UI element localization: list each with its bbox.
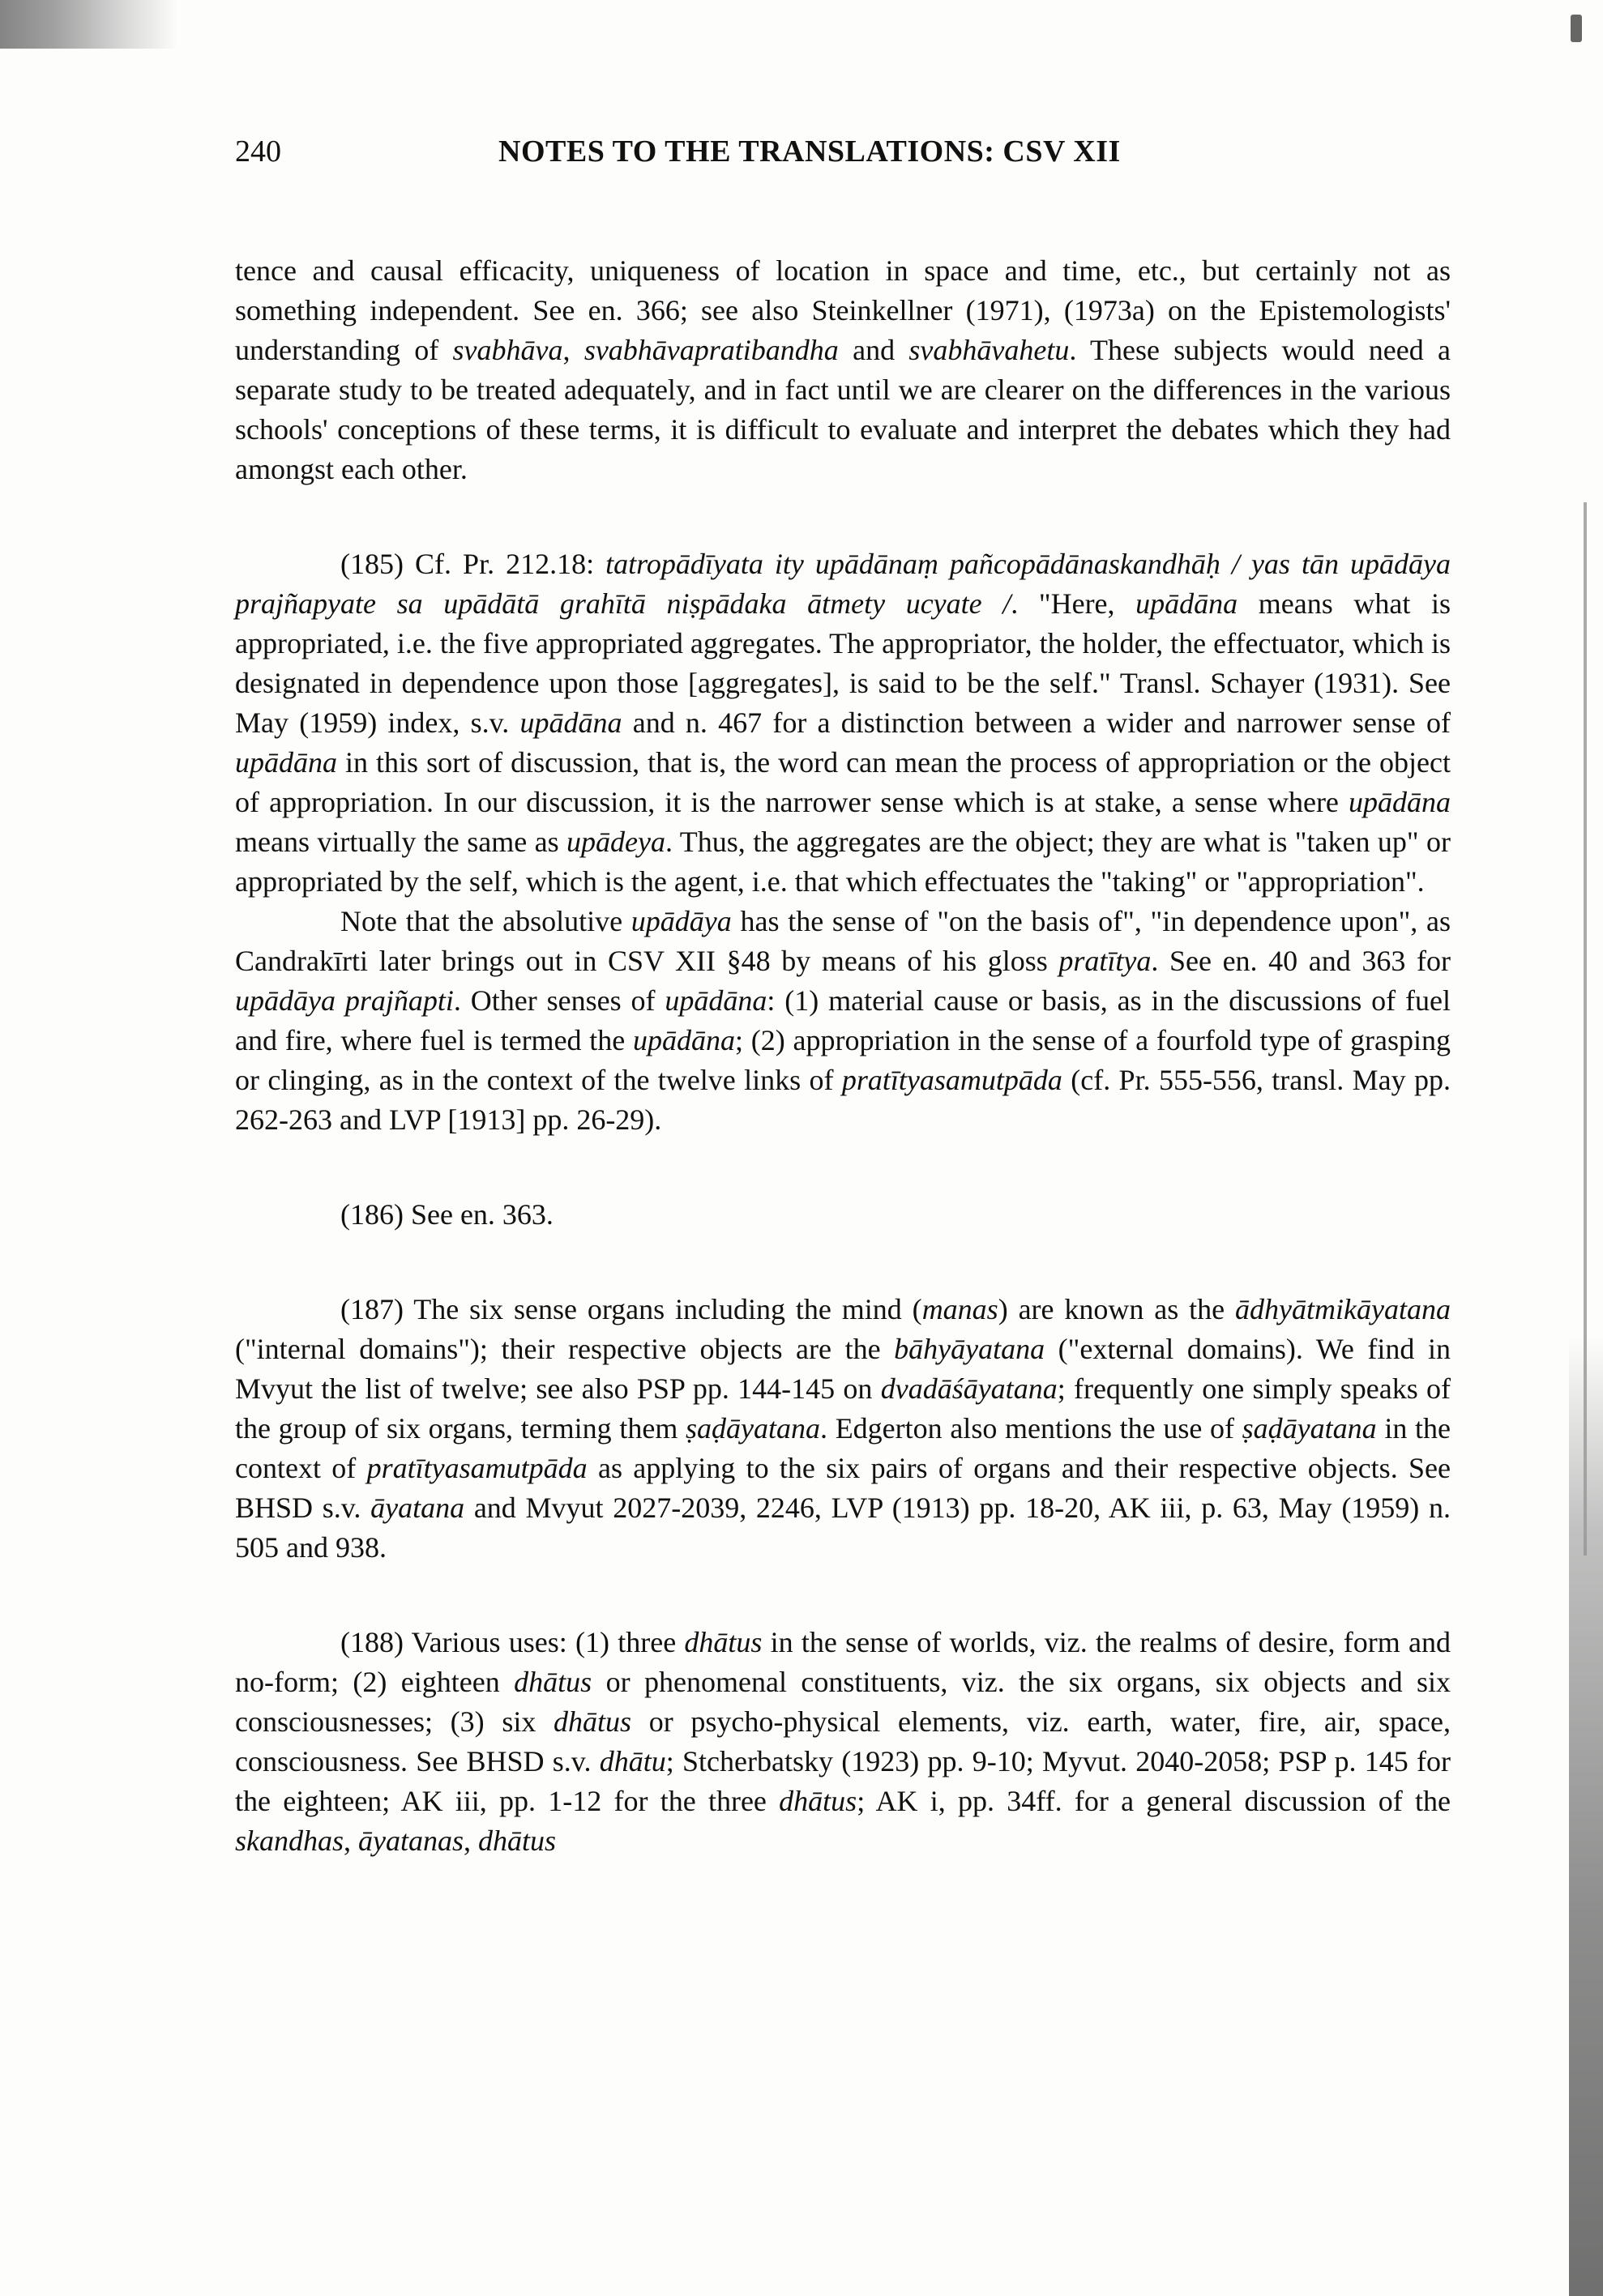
italic-term: pratītya <box>1058 945 1152 977</box>
text-run: in this sort of discussion, that is, the word can mean the process of appropriation or the object of appropriation. In our discussion, it is the narrower sense which is at stake, a sense where <box>235 746 1451 818</box>
text-run: . Edgerton also mentions the use of <box>820 1412 1242 1445</box>
italic-term: skandhas <box>235 1824 344 1857</box>
text-run: means virtually the same as <box>235 826 567 858</box>
italic-term: svabhāvapratibandha <box>583 334 839 366</box>
italic-term: upādāna <box>235 746 337 779</box>
text-run: tence and causal efficacity, uniqueness of location in space and time, etc., but certainly not as something independent. See en. 366; see also Steinkellner (1971), (1973a) on the Epistemologists' understanding of <box>235 254 1451 366</box>
scan-artifact-corner <box>0 0 178 49</box>
text-run: and n. 467 for a distinction between a wider and narrower sense of <box>622 706 1451 739</box>
italic-term: dhātus <box>514 1666 592 1698</box>
text-run: . See en. 40 and 363 for <box>1151 945 1451 977</box>
text-run: . These subjects would need a separate study to be treated adequately, and in fact until we are clearer on the differences in the various schools' conceptions of these terms, it is difficult to evaluate and interpret the debates which they had amongst each other. <box>235 334 1451 485</box>
text-run: or phenomenal constituents, viz. the six organs, six objects and six consciousnesses; (3) six <box>235 1666 1451 1738</box>
italic-term: āyatanas <box>358 1824 464 1857</box>
italic-term: āyatana <box>370 1492 465 1524</box>
text-run: has the sense of "on the basis of", "in dependence upon", as Candrakīrti later brings out in CSV XII §48 by means of his gloss <box>235 905 1451 977</box>
page-number: 240 <box>235 134 281 169</box>
text-run: and <box>838 334 909 366</box>
text-run: . "Here, <box>1011 587 1136 620</box>
endnote-188 <box>235 1623 1451 1861</box>
text-run: , <box>562 334 584 366</box>
text-run: (186) See en. 363. <box>340 1198 554 1231</box>
italic-term: dvadāśāyatana <box>880 1372 1058 1405</box>
text-run: ) are known as the <box>998 1293 1236 1325</box>
page-body <box>235 251 1451 1861</box>
text-run: : (1) material cause or basis, as in the discussions of fuel and fire, where fuel is termed the <box>235 984 1451 1056</box>
italic-term: ṣaḍāyatana <box>1242 1412 1377 1445</box>
text-run: (cf. Pr. 555-556, transl. May pp. 262-263 and LVP [1913] pp. 26-29). <box>235 1064 1451 1136</box>
italic-term: upādāya <box>631 905 732 937</box>
text-run: , <box>344 1824 358 1857</box>
italic-term: bāhyāyatana <box>894 1333 1045 1365</box>
italic-term: pratītyasamutpāda <box>841 1064 1062 1096</box>
italic-term: dhātus <box>779 1785 857 1817</box>
italic-term: upādāna <box>1349 786 1451 818</box>
italic-term: dhātus <box>554 1705 632 1738</box>
text-run: ; (2) appropriation in the sense of a fourfold type of grasping or clinging, as in the context of the twelve links of <box>235 1024 1451 1096</box>
italic-term: ṣaḍāyatana <box>686 1412 821 1445</box>
text-run: , <box>464 1824 478 1857</box>
italic-term: svabhāva <box>452 334 563 366</box>
text-run: . Thus, the aggregates are the object; they are what is "taken up" or appropriated by the self, which is the agent, i.e. that which effectuates the "taking" or "appropriation". <box>235 826 1451 898</box>
text-run: ; AK i, pp. 34ff. for a general discussion of the <box>857 1785 1451 1817</box>
text-run: as applying to the six pairs of organs and their respective objects. See BHSD s.v. <box>235 1452 1451 1524</box>
italic-sanskrit-quote: tatropādīyata ity upādānaṃ pañcopādānaskandhāḥ / yas tān upādāya prajñapyate sa upādātā grahītā niṣpādaka ātmety ucyate / <box>235 548 1451 620</box>
italic-term: upādāna <box>633 1024 736 1056</box>
text-run: ; frequently one simply speaks of the group of six organs, terming them <box>235 1372 1451 1445</box>
italic-term: dhātus <box>478 1824 557 1857</box>
text-run: (185) Cf. Pr. 212.18: <box>340 548 606 580</box>
text-run: (187) The six sense organs including the mind ( <box>340 1293 922 1325</box>
endnote-187 <box>235 1290 1451 1568</box>
italic-term: upādāna <box>519 706 622 739</box>
text-run: ; Stcherbatsky (1923) pp. 9-10; Myvut. 2040-2058; PSP p. 145 for the eighteen; AK iii, pp. 1-12 for the three <box>235 1745 1451 1817</box>
italic-term: upādāya prajñapti <box>235 984 454 1017</box>
text-run: . Other senses of <box>453 984 665 1017</box>
continued-note-paragraph <box>235 251 1451 489</box>
text-run: and Mvyut 2027-2039, 2246, LVP (1913) pp. 18-20, AK iii, p. 63, May (1959) n. 505 and 938. <box>235 1492 1451 1564</box>
italic-term: ādhyātmikāyatana <box>1235 1293 1451 1325</box>
endnote-185 <box>235 544 1451 902</box>
page-header <box>235 134 1451 182</box>
text-run: in the sense of worlds, viz. the realms of desire, form and no-form; (2) eighteen <box>235 1626 1451 1698</box>
text-run: in the context of <box>235 1412 1451 1484</box>
text-run: Note that the absolutive <box>340 905 631 937</box>
scan-artifact-mark <box>1571 15 1582 42</box>
text-run: ("internal domains"); their respective objects are the <box>235 1333 895 1365</box>
scan-artifact-edge-shadow <box>1569 1337 1603 2296</box>
text-run: ("external domains). We find in Mvyut the list of twelve; see also PSP pp. 144-145 on <box>235 1333 1451 1405</box>
text-run: or psycho-physical elements, viz. earth, water, fire, air, space, consciousness. See BHSD s.v. <box>235 1705 1451 1777</box>
italic-term: pratītyasamutpāda <box>366 1452 588 1484</box>
italic-term: dhātus <box>684 1626 763 1658</box>
text-run: (188) Various uses: (1) three <box>340 1626 685 1658</box>
italic-term: manas <box>921 1293 998 1325</box>
endnote-185-continuation <box>235 902 1451 1140</box>
italic-term: svabhāvahetu <box>908 334 1070 366</box>
italic-term: upādāna <box>1135 587 1238 620</box>
italic-term: upādāna <box>665 984 767 1017</box>
endnote-186 <box>235 1195 1451 1235</box>
italic-term: dhātu <box>599 1745 666 1777</box>
text-run: means what is appropriated, i.e. the five appropriated aggregates. The appropriator, the holder, the effectuator, which is designated in dependence upon those [aggregates], is said to be the self." Transl. Schayer (1931). See May (1959) index, s.v. <box>235 587 1451 739</box>
running-head: NOTES TO THE TRANSLATIONS: CSV XII <box>498 134 1121 169</box>
italic-term: upādeya <box>566 826 666 858</box>
